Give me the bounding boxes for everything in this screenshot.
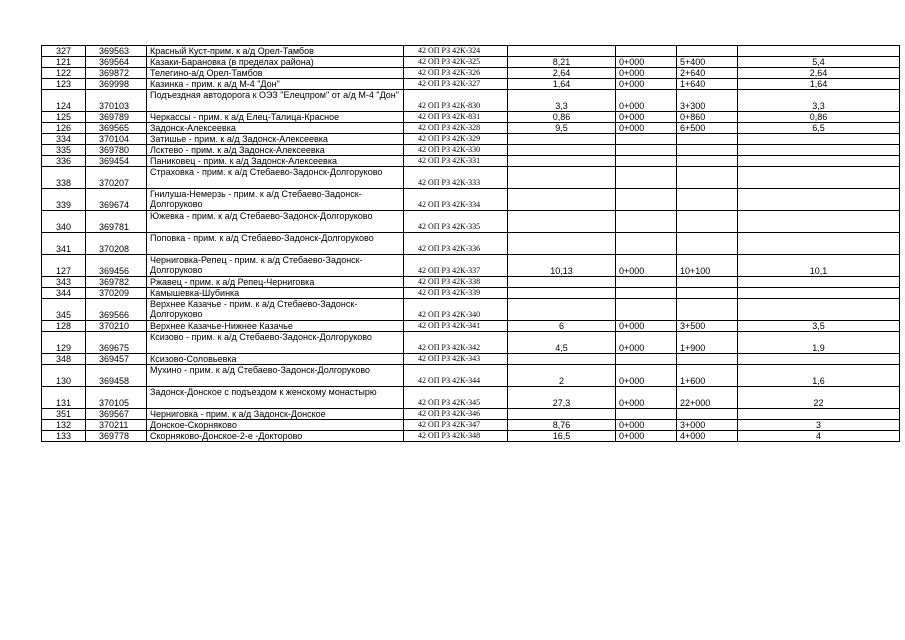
- road-name-cell: Затишье - прим. к а/д Задонск-Алексеевка: [147, 134, 404, 145]
- covered-length-cell: [738, 277, 900, 288]
- road-code-cell: 42 ОП РЗ 42К-343: [404, 354, 508, 365]
- row-number-cell: 335: [42, 145, 86, 156]
- table-row: [42, 321, 900, 332]
- length-cell: 9,5: [508, 123, 616, 134]
- start-km-cell: 0+000: [616, 365, 677, 387]
- covered-length-cell: 22: [738, 387, 900, 409]
- row-number-cell: 340: [42, 211, 86, 233]
- road-id-cell: 370104: [86, 134, 147, 145]
- start-km-cell: [616, 145, 677, 156]
- road-code-cell: 42 ОП РЗ 42К-330: [404, 145, 508, 156]
- road-code-cell: 42 ОП РЗ 42К-344: [404, 365, 508, 387]
- table-row: [42, 332, 900, 354]
- road-name-cell: Казаки-Барановка (в пределах района): [147, 57, 404, 68]
- road-id-cell: 369782: [86, 277, 147, 288]
- road-name-cell: Южевка - прим. к а/д Стебаево-Задонск-Долгоруково: [147, 211, 404, 233]
- covered-length-cell: [738, 46, 900, 57]
- end-km-cell: 6+500: [677, 123, 738, 134]
- length-cell: 0,86: [508, 112, 616, 123]
- table-row: [42, 90, 900, 112]
- road-code-cell: 42 ОП РЗ 42К-342: [404, 332, 508, 354]
- row-number-cell: 129: [42, 332, 86, 354]
- start-km-cell: [616, 46, 677, 57]
- length-cell: [508, 233, 616, 255]
- table-row: [42, 57, 900, 68]
- covered-length-cell: [738, 145, 900, 156]
- covered-length-cell: [738, 288, 900, 299]
- row-number-cell: 336: [42, 156, 86, 167]
- covered-length-cell: 1,6: [738, 365, 900, 387]
- start-km-cell: 0+000: [616, 79, 677, 90]
- road-id-cell: 370210: [86, 321, 147, 332]
- end-km-cell: [677, 145, 738, 156]
- row-number-cell: 348: [42, 354, 86, 365]
- end-km-cell: 10+100: [677, 255, 738, 277]
- road-code-cell: 42 ОП РЗ 42К-333: [404, 167, 508, 189]
- table-row: [42, 354, 900, 365]
- road-name-cell: Черкассы - прим. к а/д Елец-Талица-Красное: [147, 112, 404, 123]
- road-code-cell: 42 ОП РЗ 42К-325: [404, 57, 508, 68]
- road-id-cell: 369780: [86, 145, 147, 156]
- row-number-cell: 327: [42, 46, 86, 57]
- length-cell: 3,3: [508, 90, 616, 112]
- end-km-cell: [677, 156, 738, 167]
- road-id-cell: 369675: [86, 332, 147, 354]
- road-name-cell: Гнилуша-Немерзь - прим. к а/д Стебаево-Задонск-Долгоруково: [147, 189, 404, 211]
- table-body: [42, 46, 900, 442]
- table-row: [42, 167, 900, 189]
- road-name-cell: Лсктево - прим. к а/д Задонск-Алексеевка: [147, 145, 404, 156]
- row-number-cell: 341: [42, 233, 86, 255]
- road-name-cell: Ксизово - прим. к а/д Стебаево-Задонск-Долгоруково: [147, 332, 404, 354]
- end-km-cell: 2+640: [677, 68, 738, 79]
- table-row: [42, 68, 900, 79]
- table-row: [42, 365, 900, 387]
- start-km-cell: 0+000: [616, 431, 677, 442]
- length-cell: [508, 167, 616, 189]
- table-row: [42, 189, 900, 211]
- road-name-cell: Донское-Скорняково: [147, 420, 404, 431]
- covered-length-cell: [738, 134, 900, 145]
- end-km-cell: [677, 134, 738, 145]
- end-km-cell: [677, 288, 738, 299]
- road-name-cell: Страховка - прим. к а/д Стебаево-Задонск-Долгоруково: [147, 167, 404, 189]
- length-cell: 2,64: [508, 68, 616, 79]
- road-id-cell: 369563: [86, 46, 147, 57]
- road-code-cell: 42 ОП РЗ 42К-331: [404, 156, 508, 167]
- covered-length-cell: 0,86: [738, 112, 900, 123]
- covered-length-cell: 3,3: [738, 90, 900, 112]
- length-cell: 8,21: [508, 57, 616, 68]
- covered-length-cell: 3: [738, 420, 900, 431]
- road-code-cell: 42 ОП РЗ 42К-339: [404, 288, 508, 299]
- road-code-cell: 42 ОП РЗ 42К-830: [404, 90, 508, 112]
- table-row: [42, 211, 900, 233]
- end-km-cell: [677, 354, 738, 365]
- end-km-cell: 1+640: [677, 79, 738, 90]
- table-row: [42, 79, 900, 90]
- covered-length-cell: 6,5: [738, 123, 900, 134]
- roads-table: [41, 45, 900, 442]
- road-code-cell: 42 ОП РЗ 42К-326: [404, 68, 508, 79]
- table-row: [42, 145, 900, 156]
- table-row: [42, 409, 900, 420]
- road-id-cell: 369565: [86, 123, 147, 134]
- covered-length-cell: 1,64: [738, 79, 900, 90]
- road-id-cell: 369566: [86, 299, 147, 321]
- road-name-cell: Телегино-а/д Орел-Тамбов: [147, 68, 404, 79]
- end-km-cell: 5+400: [677, 57, 738, 68]
- road-name-cell: Мухино - прим. к а/д Стебаево-Задонск-Долгоруково: [147, 365, 404, 387]
- covered-length-cell: 4: [738, 431, 900, 442]
- covered-length-cell: [738, 189, 900, 211]
- table-row: [42, 123, 900, 134]
- road-name-cell: Поповка - прим. к а/д Стебаево-Задонск-Долгоруково: [147, 233, 404, 255]
- covered-length-cell: 3,5: [738, 321, 900, 332]
- road-code-cell: 42 ОП РЗ 42К-334: [404, 189, 508, 211]
- row-number-cell: 123: [42, 79, 86, 90]
- row-number-cell: 344: [42, 288, 86, 299]
- length-cell: 8,76: [508, 420, 616, 431]
- row-number-cell: 126: [42, 123, 86, 134]
- length-cell: [508, 145, 616, 156]
- road-id-cell: 369567: [86, 409, 147, 420]
- row-number-cell: 130: [42, 365, 86, 387]
- length-cell: [508, 409, 616, 420]
- covered-length-cell: [738, 409, 900, 420]
- start-km-cell: 0+000: [616, 90, 677, 112]
- road-name-cell: Камышевка-Шубинка: [147, 288, 404, 299]
- start-km-cell: [616, 299, 677, 321]
- road-id-cell: 369456: [86, 255, 147, 277]
- row-number-cell: 128: [42, 321, 86, 332]
- road-code-cell: 42 ОП РЗ 42К-340: [404, 299, 508, 321]
- road-code-cell: 42 ОП РЗ 42К-831: [404, 112, 508, 123]
- length-cell: [508, 277, 616, 288]
- start-km-cell: [616, 354, 677, 365]
- row-number-cell: 132: [42, 420, 86, 431]
- road-id-cell: 370207: [86, 167, 147, 189]
- row-number-cell: 122: [42, 68, 86, 79]
- table-row: [42, 299, 900, 321]
- end-km-cell: [677, 46, 738, 57]
- start-km-cell: [616, 167, 677, 189]
- table-row: [42, 288, 900, 299]
- road-name-cell: Черниговка-Репец - прим. к а/д Стебаево-Задонск-Долгоруково: [147, 255, 404, 277]
- road-name-cell: Верхнее Казачье-Нижнее Казачье: [147, 321, 404, 332]
- start-km-cell: 0+000: [616, 123, 677, 134]
- row-number-cell: 334: [42, 134, 86, 145]
- road-code-cell: 42 ОП РЗ 42К-324: [404, 46, 508, 57]
- length-cell: 4,5: [508, 332, 616, 354]
- start-km-cell: [616, 211, 677, 233]
- start-km-cell: [616, 134, 677, 145]
- road-id-cell: 369998: [86, 79, 147, 90]
- end-km-cell: 3+000: [677, 420, 738, 431]
- row-number-cell: 351: [42, 409, 86, 420]
- table-row: [42, 112, 900, 123]
- road-id-cell: 370208: [86, 233, 147, 255]
- road-code-cell: 42 ОП РЗ 42К-337: [404, 255, 508, 277]
- road-code-cell: 42 ОП РЗ 42К-341: [404, 321, 508, 332]
- road-name-cell: Ксизово-Соловьевка: [147, 354, 404, 365]
- row-number-cell: 127: [42, 255, 86, 277]
- end-km-cell: 4+000: [677, 431, 738, 442]
- start-km-cell: [616, 288, 677, 299]
- covered-length-cell: [738, 167, 900, 189]
- start-km-cell: [616, 189, 677, 211]
- length-cell: 16,5: [508, 431, 616, 442]
- road-id-cell: 369454: [86, 156, 147, 167]
- row-number-cell: 131: [42, 387, 86, 409]
- road-name-cell: Паниковец - прим. к а/д Задонск-Алексеевка: [147, 156, 404, 167]
- length-cell: 2: [508, 365, 616, 387]
- table-row: [42, 431, 900, 442]
- length-cell: 1,64: [508, 79, 616, 90]
- road-code-cell: 42 ОП РЗ 42К-327: [404, 79, 508, 90]
- road-name-cell: Задонск-Алексеевка: [147, 123, 404, 134]
- length-cell: [508, 299, 616, 321]
- road-code-cell: 42 ОП РЗ 42К-336: [404, 233, 508, 255]
- end-km-cell: [677, 409, 738, 420]
- end-km-cell: 1+900: [677, 332, 738, 354]
- end-km-cell: [677, 189, 738, 211]
- road-code-cell: 42 ОП РЗ 42К-346: [404, 409, 508, 420]
- table-row: [42, 387, 900, 409]
- road-id-cell: 369778: [86, 431, 147, 442]
- end-km-cell: [677, 277, 738, 288]
- covered-length-cell: 10,1: [738, 255, 900, 277]
- road-id-cell: 369789: [86, 112, 147, 123]
- length-cell: [508, 46, 616, 57]
- start-km-cell: 0+000: [616, 332, 677, 354]
- end-km-cell: 22+000: [677, 387, 738, 409]
- length-cell: [508, 189, 616, 211]
- length-cell: 10,13: [508, 255, 616, 277]
- covered-length-cell: [738, 211, 900, 233]
- road-id-cell: 369564: [86, 57, 147, 68]
- row-number-cell: 338: [42, 167, 86, 189]
- road-id-cell: 370103: [86, 90, 147, 112]
- covered-length-cell: [738, 156, 900, 167]
- length-cell: [508, 211, 616, 233]
- road-id-cell: 369781: [86, 211, 147, 233]
- road-code-cell: 42 ОП РЗ 42К-329: [404, 134, 508, 145]
- length-cell: 27,3: [508, 387, 616, 409]
- covered-length-cell: 5,4: [738, 57, 900, 68]
- end-km-cell: [677, 299, 738, 321]
- road-id-cell: 369872: [86, 68, 147, 79]
- start-km-cell: 0+000: [616, 321, 677, 332]
- road-id-cell: 370209: [86, 288, 147, 299]
- road-code-cell: 42 ОП РЗ 42К-328: [404, 123, 508, 134]
- covered-length-cell: [738, 299, 900, 321]
- start-km-cell: [616, 409, 677, 420]
- road-name-cell: Красный Куст-прим. к а/д Орел-Тамбов: [147, 46, 404, 57]
- road-code-cell: 42 ОП РЗ 42К-345: [404, 387, 508, 409]
- row-number-cell: 345: [42, 299, 86, 321]
- covered-length-cell: [738, 354, 900, 365]
- start-km-cell: 0+000: [616, 255, 677, 277]
- covered-length-cell: 2,64: [738, 68, 900, 79]
- table-row: [42, 156, 900, 167]
- start-km-cell: 0+000: [616, 387, 677, 409]
- length-cell: [508, 354, 616, 365]
- start-km-cell: 0+000: [616, 57, 677, 68]
- table-row: [42, 134, 900, 145]
- road-name-cell: Черниговка - прим. к а/д Задонск-Донское: [147, 409, 404, 420]
- covered-length-cell: [738, 233, 900, 255]
- road-name-cell: Подъездная автодорога к ОЭЗ "Елецпром" от а/д М-4 "Дон": [147, 90, 404, 112]
- road-name-cell: Верхнее Казачье - прим. к а/д Стебаево-Задонск-Долгоруково: [147, 299, 404, 321]
- end-km-cell: [677, 167, 738, 189]
- start-km-cell: [616, 277, 677, 288]
- end-km-cell: [677, 211, 738, 233]
- covered-length-cell: 1,9: [738, 332, 900, 354]
- road-id-cell: 369457: [86, 354, 147, 365]
- end-km-cell: [677, 233, 738, 255]
- road-id-cell: 369458: [86, 365, 147, 387]
- row-number-cell: 121: [42, 57, 86, 68]
- road-code-cell: 42 ОП РЗ 42К-335: [404, 211, 508, 233]
- start-km-cell: [616, 233, 677, 255]
- end-km-cell: 3+500: [677, 321, 738, 332]
- road-name-cell: Казинка - прим. к а/д М-4 "Дон": [147, 79, 404, 90]
- table-row: [42, 420, 900, 431]
- road-code-cell: 42 ОП РЗ 42К-338: [404, 277, 508, 288]
- end-km-cell: 1+600: [677, 365, 738, 387]
- table-row: [42, 255, 900, 277]
- road-id-cell: 369674: [86, 189, 147, 211]
- row-number-cell: 343: [42, 277, 86, 288]
- row-number-cell: 133: [42, 431, 86, 442]
- road-name-cell: Скорняково-Донское-2-е -Докторово: [147, 431, 404, 442]
- road-id-cell: 370211: [86, 420, 147, 431]
- road-id-cell: 370105: [86, 387, 147, 409]
- road-name-cell: Ржавец - прим. к а/д Репец-Черниговка: [147, 277, 404, 288]
- length-cell: 6: [508, 321, 616, 332]
- length-cell: [508, 156, 616, 167]
- end-km-cell: 3+300: [677, 90, 738, 112]
- road-code-cell: 42 ОП РЗ 42К-347: [404, 420, 508, 431]
- length-cell: [508, 288, 616, 299]
- road-name-cell: Задонск-Донское с подъездом к женскому монастырю: [147, 387, 404, 409]
- table-row: [42, 277, 900, 288]
- road-code-cell: 42 ОП РЗ 42К-348: [404, 431, 508, 442]
- table-row: [42, 46, 900, 57]
- length-cell: [508, 134, 616, 145]
- row-number-cell: 124: [42, 90, 86, 112]
- start-km-cell: 0+000: [616, 68, 677, 79]
- start-km-cell: 0+000: [616, 112, 677, 123]
- start-km-cell: 0+000: [616, 420, 677, 431]
- start-km-cell: [616, 156, 677, 167]
- row-number-cell: 339: [42, 189, 86, 211]
- row-number-cell: 125: [42, 112, 86, 123]
- table-row: [42, 233, 900, 255]
- end-km-cell: 0+860: [677, 112, 738, 123]
